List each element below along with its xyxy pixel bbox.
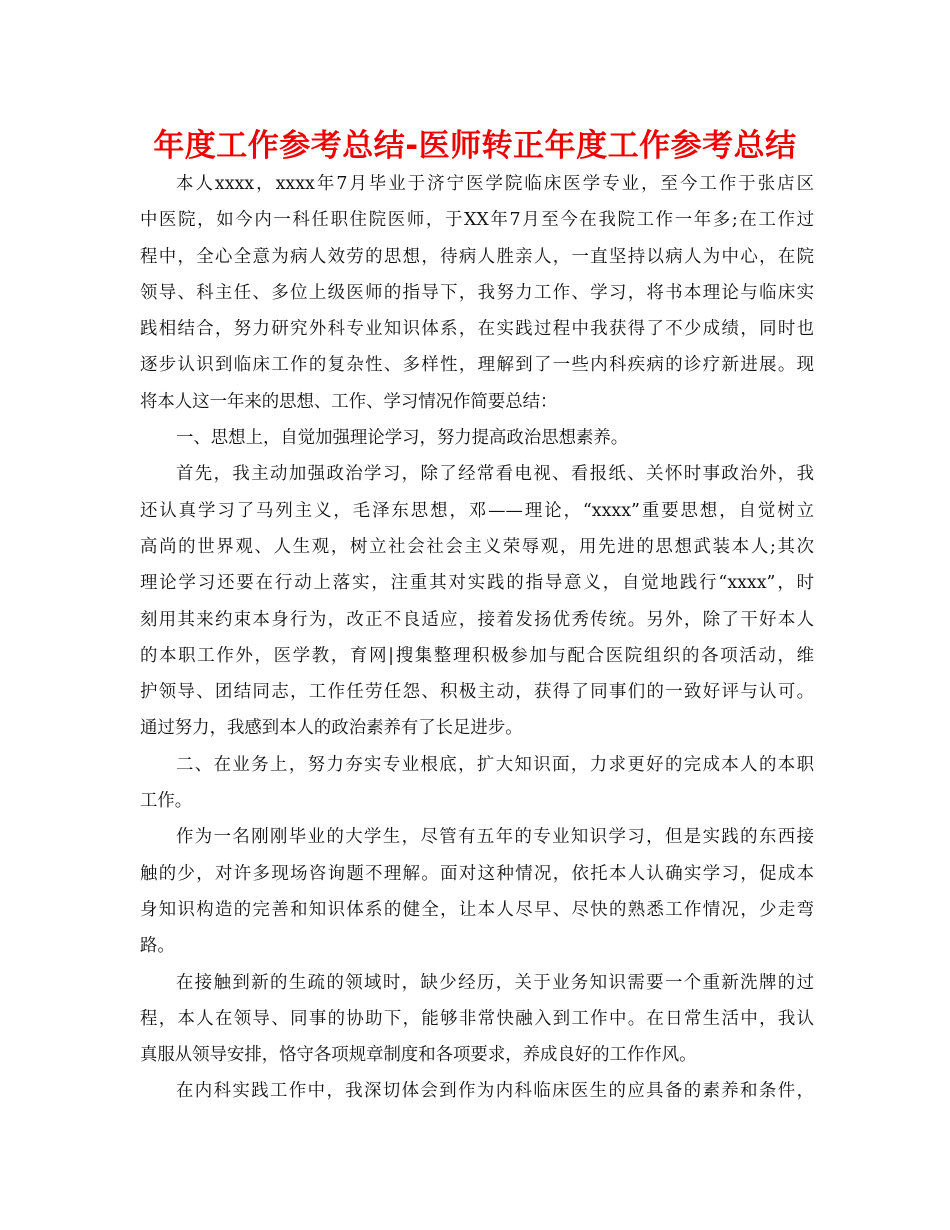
paragraph-line: 高尚的世界观、人生观，树立社会社会主义荣辱观，用先进的思想武装本人;其次	[140, 536, 814, 557]
paragraph-line: 通过努力，我感到本人的政治素养有了长足进步。	[140, 718, 523, 739]
paragraph-line: 刻用其来约束本身行为，改正不良适应，接着发扬优秀传统。另外，除了干好本人	[140, 609, 814, 630]
paragraph-line: 身知识构造的完善和知识体系的健全，让本人尽早、尽快的熟悉工作情况，少走弯	[140, 899, 814, 920]
paragraph-line: 将本人这一年来的思想、工作、学习情况作简要总结：	[140, 391, 558, 412]
paragraph-line: 逐步认识到临床工作的复杂性、多样性，理解到了一些内科疾病的诊疗新进展。现	[140, 355, 814, 376]
section-heading: 一、思想上，自觉加强理论学习，努力提高政治思想素养。	[176, 428, 629, 449]
paragraph-line: 的本职工作外，医学教，育网|搜集整理积极参加与配合医院组织的各项活动，维	[140, 645, 814, 666]
paragraph-line: 中医院，如今内一科任职住院医师，于XX年7月至今在我院工作一年多;在工作过	[140, 210, 814, 231]
paragraph-line: 作为一名刚刚毕业的大学生，尽管有五年的专业知识学习，但是实践的东西接	[176, 827, 814, 848]
paragraph-line: 触的少，对许多现场咨询题不理解。面对这种情况，依托本人认确实学习，促成本	[140, 863, 814, 884]
section-heading: 工作。	[140, 791, 193, 812]
paragraph-line: 护领导、团结同志，工作任劳任怨、积极主动，获得了同事们的一致好评与认可。	[140, 682, 814, 703]
section-heading: 二、在业务上，努力夯实专业根底，扩大知识面，力求更好的完成本人的本职	[176, 754, 814, 775]
paragraph-line: 真服从领导安排，恪守各项规章制度和各项要求，养成良好的工作作风。	[140, 1045, 697, 1066]
paragraph-line: 首先，我主动加强政治学习，除了经常看电视、看报纸、关怀时事政治外，我	[176, 464, 814, 485]
paragraph-line: 路。	[140, 936, 175, 957]
paragraph-line: 践相结合，努力研究外科专业知识体系，在实践过程中我获得了不少成绩，同时也	[140, 319, 814, 340]
paragraph-line: 程中，全心全意为病人效劳的思想，待病人胜亲人，一直坚持以病人为中心，在院	[140, 246, 814, 267]
paragraph-line: 在内科实践工作中，我深切体会到作为内科临床医生的应具备的素养和条件，	[176, 1081, 814, 1102]
paragraph-line: 程，本人在领导、同事的协助下，能够非常快融入到工作中。在日常生活中，我认	[140, 1008, 814, 1029]
paragraph-line: 领导、科主任、多位上级医师的指导下，我努力工作、学习，将书本理论与临床实	[140, 282, 814, 303]
paragraph-line: 还认真学习了马列主义，毛泽东思想，邓——理论，“xxxx”重要思想，自觉树立	[140, 500, 814, 521]
paragraph-line: 理论学习还要在行动上落实，注重其对实践的指导意义，自觉地践行“xxxx”，时	[140, 573, 814, 594]
document-body	[140, 166, 814, 1110]
document-title: 年度工作参考总结-医师转正年度工作参考总结	[153, 128, 797, 164]
paragraph-line: 本人xxxx，xxxx年7月毕业于济宁医学院临床医学专业，至今工作于张店区	[176, 174, 814, 194]
paragraph-line: 在接触到新的生疏的领域时，缺少经历，关于业务知识需要一个重新洗牌的过	[176, 972, 814, 993]
